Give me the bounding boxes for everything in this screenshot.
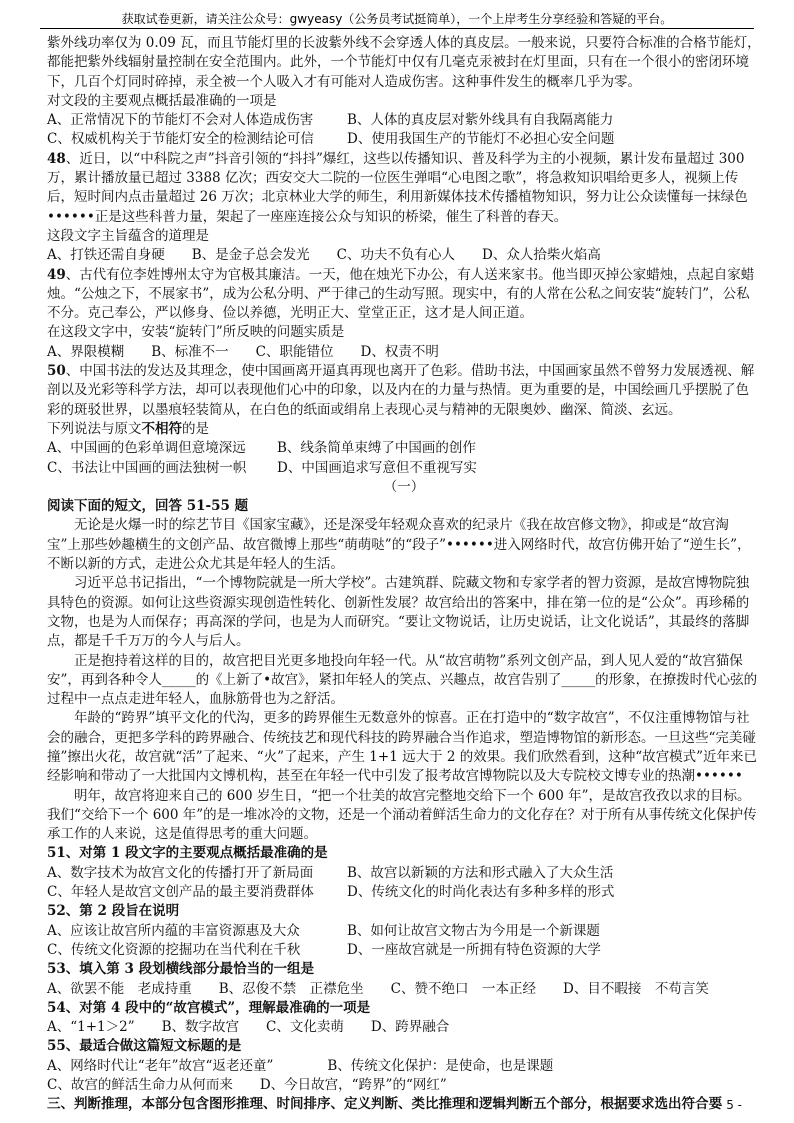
q50-option-d: D、中国画追求写意但不重视写实	[277, 459, 477, 476]
q52-option-c: C、传统文化资源的挖掘功在当代利在千秋	[47, 941, 301, 958]
q50-text: 、中国书法的发达及其理念，使中国画离开逼真再现也离开了色彩。借助书法，中国画家虽然不曾努力发展透视、解剖以及光彩等科学方法，却可以表现他们心中的印象，以及内在的力量与热情。更为重要的是，中国绘画几乎摆脱了色彩的斑驳世界，以墨痕轻装简从，在白色的纸面或绢帛上表现心灵与精神的无限奥妙、幽深、简淡、玄远。	[47, 363, 755, 418]
q51-option-a: A、数字技术为故宫文化的传播打开了新局面	[47, 864, 314, 881]
q51-option-c: C、年轻人是故宫文创产品的最主要消费群体	[47, 884, 314, 901]
q50-stem	[47, 420, 761, 439]
page-number: - 5 -	[718, 1098, 742, 1112]
q47-option-b: B、人体的真皮层对紫外线具有自我隔离能力	[347, 112, 614, 129]
q48-number: 48	[47, 150, 66, 167]
reading-paragraph-2: 习近平总书记指出，“一个博物院就是一所大学校”。古建筑群、院藏文物和专家学者的智力资源，是故宫博物院独具特色的资源。如何让这些资源实现创造性转化、创新性发展？故宫给出的答案中，排在第一位的是“公众”。再珍稀的文物，也是为人而保存；再高深的学问，也是为人而研究。“要让文物说话，让历史说话，让文化说话”，其最终的落脚点，都是千千万万的今人与后人。	[47, 575, 750, 650]
part3-heading: 三、判断推理，本部分包含图形推理、时间排序、定义判断、类比推理和逻辑判断五个部分，根据要求选出符合要	[47, 1096, 722, 1113]
q54-stem: 54、对第 4 段中的“故宫模式”，理解最准确的一项是	[47, 999, 371, 1016]
q55-stem: 55、最适合做这篇短文标题的是	[47, 1038, 242, 1055]
q47-options-row2	[47, 130, 761, 149]
q52-option-a: A、应该让故宫所内蕴的丰富资源惠及大众	[47, 922, 300, 939]
q50-stem-emphasis: 不相符	[141, 420, 182, 437]
q50-option-a: A、中国画的色彩单调但意境深远	[47, 440, 246, 457]
q49-paragraph	[47, 266, 761, 324]
q47-paragraph: 紫外线功率仅为 0.09 瓦，而且节能灯里的长波紫外线不会穿透人体的真皮层。一般来说，只要符合标准的合格节能灯，都能把紫外线辐射量控制在安全范围内。此外，一个节能灯中仅有几毫克汞被封在灯里面，只有在一个很小的密闭环境下，几百个灯同时碎掉，汞全被一个人吸入才有可能对人造成伤害。这种事件发生的概率几乎为零。	[47, 35, 761, 90]
reading-heading: 阅读下面的短文，回答 51-55 题	[47, 498, 249, 515]
q52-option-b: B、如何让故宫文物古为今用是一个新课题	[347, 922, 600, 939]
q50-option-b: B、线条简单束缚了中国画的创作	[277, 440, 476, 457]
q48-options: A、打铁还需自身硬 B、是金子总会发光 C、功夫不负有心人 D、众人拾柴火焰高	[47, 247, 601, 264]
q50-paragraph	[47, 362, 761, 420]
q48-text: 、近日，以“中科院之声”抖音引领的“抖抖”爆红，这些以传播知识、普及科学为主的小视频，累计发布量超过 300 万，累计播放量已超过 3388 亿次；西安交大二院的一位医生弹唱“心电图之歌”，将急救知识唱给更多人，视频上传后，短时间内点击量超过 26 万次；北京林业大学的师生，利用新媒体技术传播植物知识，努力让公众读懂每一抹绿色••••••正是这些科普力量，架起了一座座连接公众与知识的桥梁，催生了科普的春天。	[47, 150, 748, 225]
q47-options-row1	[47, 111, 761, 130]
q50-stem-post: 的是	[182, 420, 209, 437]
q47-stem: 对文段的主要观点概括最准确的一项是	[47, 92, 277, 109]
q49-number: 49	[47, 266, 66, 283]
q48-stem: 这段文字主旨蕴含的道理是	[47, 227, 209, 244]
q50-options-row2	[47, 459, 761, 478]
q50-option-c: C、书法让中国画的画法独树一帜	[47, 459, 247, 476]
q53-options: A、欲罢不能 老成持重 B、忍俊不禁 正襟危坐 C、赞不绝口 一本正经 D、目不暇接 不苟言笑	[47, 980, 709, 997]
q52-stem: 52、第 2 段旨在说明	[47, 903, 180, 920]
reading-paragraph-1: 无论是火爆一时的综艺节目《国家宝藏》，还是深受年轻观众喜欢的纪录片《我在故宫修文物》，抑或是“故宫淘宝”上那些妙趣横生的文创产品、故宫微博上那些“萌萌哒”的“段子”••••••进入网络时代，故宫仿佛开始了“逆生长”，不断以新的方式，走进公众尤其是年轻人的生活。	[47, 517, 751, 573]
q50-stem-pre: 下列说法与原文	[47, 420, 142, 437]
q50-options-row1	[47, 439, 761, 458]
header-rule	[40, 28, 754, 29]
q51-stem: 51、对第 1 段文字的主要观点概括最准确的是	[47, 845, 328, 862]
q51-option-d: D、传统文化的时尚化表达有多种多样的形式	[347, 884, 615, 901]
q52-option-d: D、一座故宫就是一所拥有特色资源的大学	[347, 941, 601, 958]
q51-option-b: B、故宫以新颖的方法和形式融入了大众生活	[347, 864, 614, 881]
q49-text: 、古代有位李姓博州太守为官极其廉洁。一天，他在烛光下办公，有人送来家书。他当即灭掉公家蜡烛，点起自家蜡烛。“公烛之下，不展家书”，成为公私分明、严于律己的生动写照。现实中，有的人常在公私之间安装“旋转门”，公私不分。克己奉公，严以修身、俭以养德，光明正大、堂堂正正，这才是人间正道。	[47, 266, 755, 322]
q51-options-row2	[47, 883, 761, 902]
q47-option-c: C、权威机构关于节能灯安全的检测结论可信	[47, 131, 314, 148]
q55-options-row2: C、故宫的鲜活生命力从何而来 D、今日故宫，“跨界”的“网红”	[47, 1077, 447, 1094]
q50-number: 50	[47, 363, 66, 380]
page-content	[47, 34, 761, 1115]
q53-stem: 53、填入第 3 段划横线部分最恰当的一组是	[47, 961, 315, 978]
page-header	[0, 0, 794, 26]
reading-paragraph-4: 年龄的“跨界”填平文化的代沟，更多的跨界催生无数意外的惊喜。正在打造中的“数字故宫”，不仅注重博物馆与社会的融合，更把多学科的跨界融合、传统技艺和现代科技的跨界融合当作追求，塑造博物馆的新形态。一旦这些“完美碰撞”擦出火花，故宫就“活”了起来、“火”了起来，产生 1+1 远大于 2 的效果。我们欣然看到，这种“故宫模式”近年来已经影响和带动了一大批国内文博机构，甚至在年轻一代中引发了报考故宫博物院以及大专院校文博专业的热潮••••••	[47, 710, 758, 785]
q48-paragraph	[47, 150, 761, 227]
q52-options-row2	[47, 941, 761, 960]
section-mark: （一）	[383, 478, 425, 495]
q54-options: A、“1+1＞2” B、数字故宫 C、文化卖萌 D、跨界融合	[47, 1019, 450, 1036]
reading-paragraph-3: 正是抱持着这样的目的，故宫把目光更多地投向年轻一代。从“故宫萌物”系列文创产品，到人见人爱的“故宫猫保安”，再到各种令人_____的《上新了•故宫》，紧扣年轻人的笑点、兴趣点，故宫告别了_____的形象，在撩拨时代心弦的过程中一点点走进年轻人，血脉筋骨也为之舒活。	[47, 652, 758, 708]
q47-option-a: A、正常情况下的节能灯不会对人体造成伤害	[47, 112, 314, 129]
q51-options-row1	[47, 864, 761, 883]
header-notice: 获取试卷更新，请关注公众号：gwyeasy（公务员考试挺简单），一个上岸考生分享经验和答疑的平台。	[121, 12, 673, 26]
q52-options-row1	[47, 922, 761, 941]
q49-options: A、界限模糊 B、标准不一 C、职能错位 D、权责不明	[47, 343, 439, 360]
q47-option-d: D、使用我国生产的节能灯不必担心安全问题	[347, 131, 615, 148]
reading-paragraph-5: 明年，故宫将迎来自己的 600 岁生日，“把一个壮美的故宫完整地交给下一个 600 年”，是故宫孜孜以求的目标。我们“交给下一个 600 年”的是一堆冰冷的文物，还是一个涌动着鲜活生命力的文化存在？对于所有从事传统文化保护传承工作的人来说，这是值得思考的重大问题。	[47, 787, 757, 843]
q55-options-row1: A、网络时代让“老年”故宫“返老还童” B、传统文化保护：是使命，也是课题	[47, 1057, 554, 1074]
q49-stem: 在这段文字中，安装“旋转门”所反映的问题实质是	[47, 324, 345, 341]
